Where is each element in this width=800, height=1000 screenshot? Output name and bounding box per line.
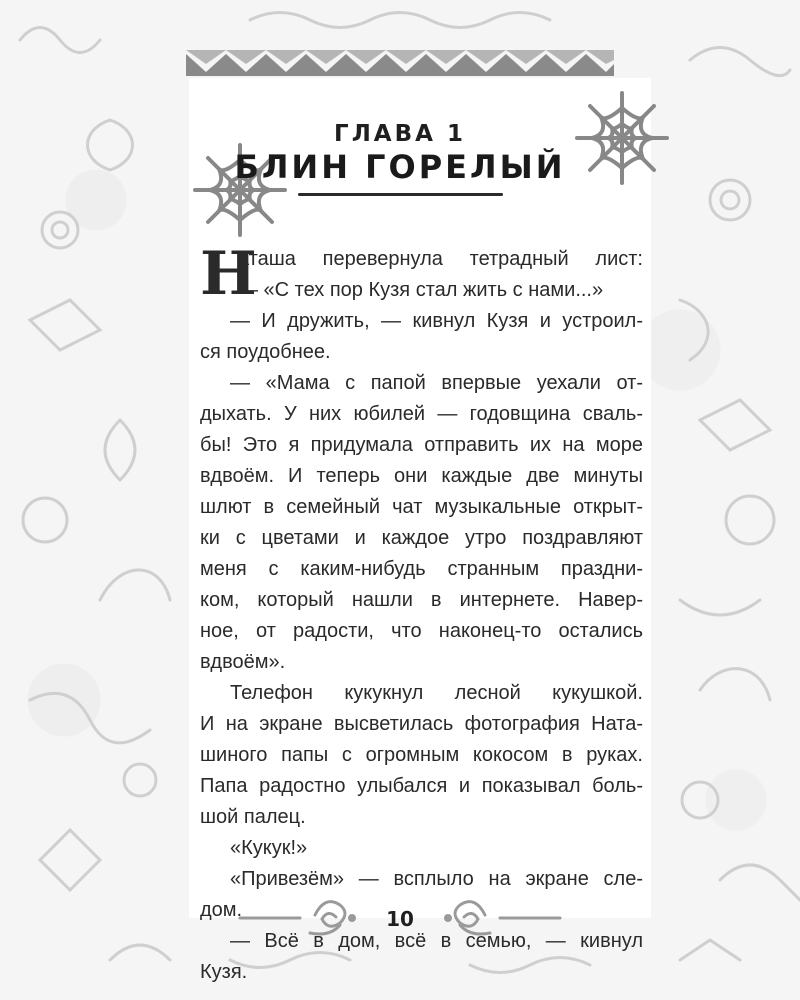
chapter-title: БЛИН ГОРЕЛЫЙ [234,148,566,186]
text-line: ся поудобнее. [200,341,331,363]
text-line: Кузя. [200,961,248,983]
text-line: аташа перевернула тетрадный лист: [238,248,643,270]
page-number: 10 [386,907,414,931]
text-line: бы! Это я придумала отправить их на море [200,434,643,456]
text-line: «Привезём» — всплыло на экране сле- [230,868,643,890]
drop-cap: Н [200,239,257,309]
text-line: — И дружить, — кивнул Кузя и устроил- [230,310,643,332]
text-line: вдвоём». [200,651,286,673]
text-line: ное, от радости, что наконец-то остались [200,620,643,642]
text-line: шиного папы с огромным кокосом в руках. [200,744,643,766]
text-line: шлют в семейный чат музыкальные открыт- [200,496,643,518]
text-line: Телефон кукукнул лесной кукушкой. [230,682,643,704]
text-line: И на экране высветилась фотография Ната- [200,713,643,735]
text-line: — «Мама с папой впервые уехали от- [230,372,643,394]
text-line: меня с каким-нибудь странным праздни- [200,558,643,580]
text-line: — «С тех пор Кузя стал жить с нами...» [238,279,604,301]
text-line: «Кукук!» [230,837,308,859]
text-line: шой палец. [200,806,306,828]
text-line: ки с цветами и каждое утро поздравляют [200,527,643,549]
text-line: ком, который нашли в интернете. Навер- [200,589,643,611]
text-line: дыхать. У них юбилей — годовщина сваль- [200,403,643,425]
text-line: вдвоём. И теперь они каждые две минуты [200,465,643,487]
text-line: дом. [200,899,243,921]
chapter-label: ГЛАВА 1 [334,121,466,147]
text-line: — Всё в дом, всё в семью, — кивнул [230,930,643,952]
text-line: Папа радостно улыбался и показывал боль- [200,775,643,797]
